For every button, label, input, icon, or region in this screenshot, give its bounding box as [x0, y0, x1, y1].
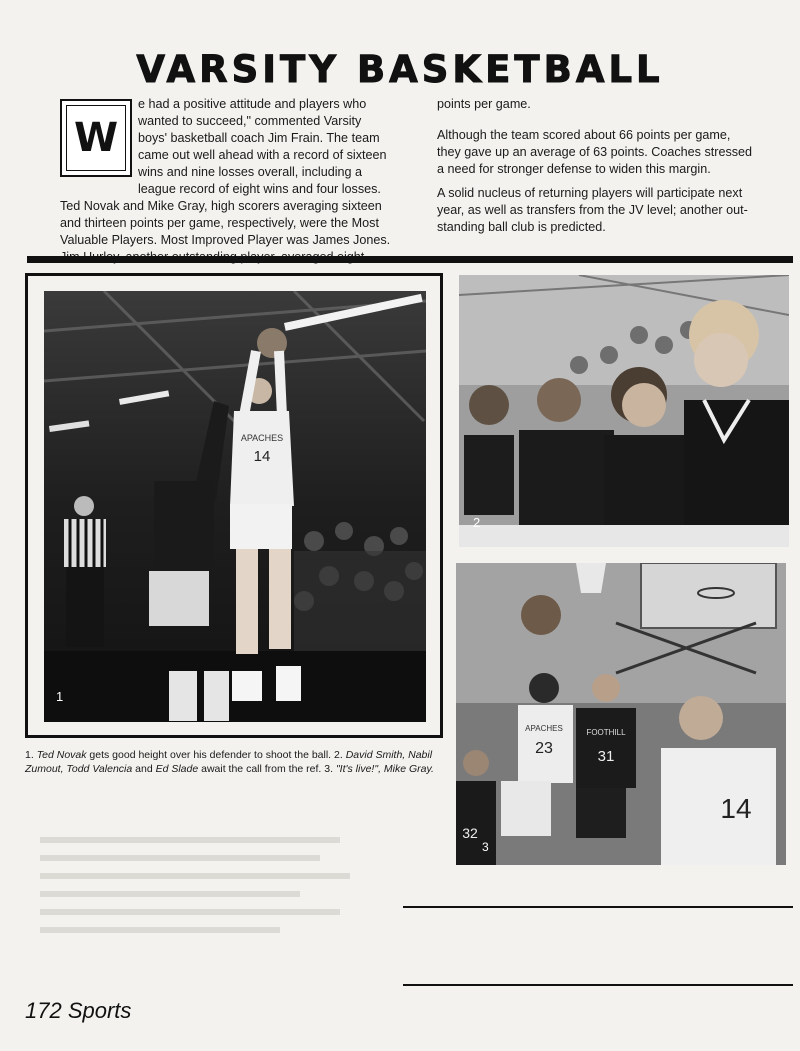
caption-name: Mike Gray.: [383, 763, 434, 775]
photo-2-image: [459, 275, 789, 547]
photo-3-image: [456, 563, 786, 865]
bleed-through-lines: [40, 830, 380, 960]
photo-3-jersey-31: 31: [597, 748, 615, 765]
photo-2: [459, 275, 789, 547]
body-left-line: came out well ahead with a record of sixteen: [138, 148, 387, 162]
photo-3-jersey-team-a: APACHES: [525, 724, 563, 733]
photo-1-jersey-number: 14: [253, 448, 271, 465]
caption-name: Ted Novak: [36, 749, 87, 761]
drop-cap-letter: W: [66, 105, 126, 171]
caption-name: David Smith, Nabil Zumout, Todd Valencia: [25, 749, 433, 775]
section-divider: [27, 256, 793, 263]
photo-1: [44, 291, 426, 722]
body-left-line: Ted Novak and Mike Gray, high scorers averaging sixteen: [60, 199, 382, 213]
bottom-rule-1: [403, 906, 793, 908]
body-left-line: Valuable Players. Most Improved Player was James Jones.: [60, 233, 391, 247]
body-right-line: Although the team scored about 66 points per game,: [437, 128, 731, 142]
bleed-through-decoration: [40, 830, 380, 960]
body-right-line: points per game.: [437, 97, 531, 111]
body-right-line: standing ball club is predicted.: [437, 220, 606, 234]
body-left-line: wins and nine losses overall, including a: [138, 165, 363, 179]
caption-text: gets good height over his defender to shoot the ball.: [86, 749, 335, 761]
page-folio: 172 Sports: [25, 998, 132, 1023]
photo-3: [456, 563, 786, 865]
photo-3-jersey-23: 23: [535, 740, 553, 757]
photo-caption: [25, 748, 445, 776]
body-left-line: e had a positive attitude and players who: [138, 97, 367, 111]
photo-3-jersey-team-b: FOOTHILL: [586, 728, 626, 737]
photo-3-jersey-32: 32: [462, 825, 478, 841]
body-right-line: they gave up an average of 63 points. Coaches stressed: [437, 145, 753, 159]
caption-text: and: [132, 763, 156, 775]
body-left-line: league record of eight wins and four losses.: [138, 182, 381, 196]
body-right-line: a need for stronger defense to widen this margin.: [437, 162, 711, 176]
body-left-line: boys' basketball coach Jim Frain. The team: [138, 131, 380, 145]
caption-num: 3.: [324, 763, 334, 775]
caption-text: await the call from the ref.: [198, 763, 325, 775]
photo-3-number: 3: [482, 840, 489, 854]
caption-num: 1.: [25, 749, 34, 761]
body-left-line: wanted to succeed," commented Varsity: [138, 114, 362, 128]
drop-cap-box: [60, 99, 132, 177]
photo-2-number: 2: [473, 515, 481, 530]
bottom-rule-2: [403, 984, 793, 986]
photo-1-jersey-team: APACHES: [240, 433, 284, 443]
photo-3-jersey-14: 14: [720, 793, 752, 824]
caption-num: 2.: [334, 749, 343, 761]
body-right-line: A solid nucleus of returning players will participate next: [437, 186, 743, 200]
body-right-line: year, as well as transfers from the JV level; another out-: [437, 203, 748, 217]
caption-quote: "It's live!",: [333, 763, 384, 775]
caption-name: Ed Slade: [155, 763, 199, 775]
page-title: VARSITY BASKETBALL: [136, 48, 664, 91]
photo-1-image: [44, 291, 426, 722]
photo-1-number: 1: [56, 689, 64, 704]
body-left-line: and thirteen points per game, respectively, were the Most: [60, 216, 379, 230]
